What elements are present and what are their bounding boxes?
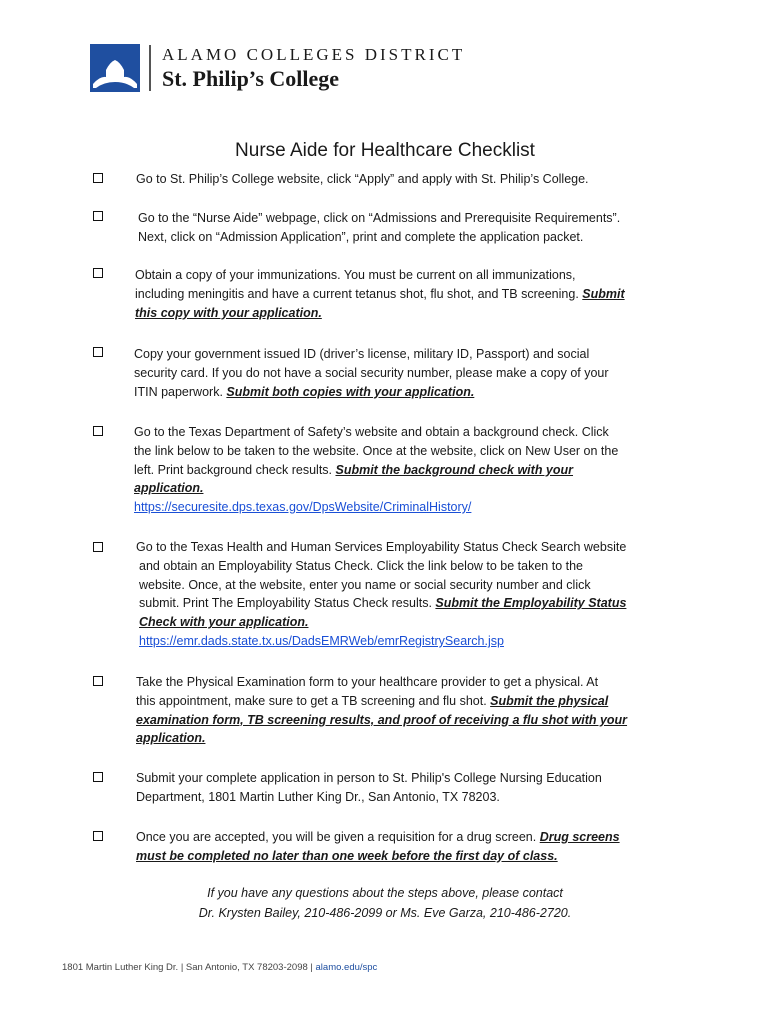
checklist-checkbox[interactable] (93, 173, 103, 183)
checklist-item-emphasis: application. (134, 481, 204, 496)
checklist-item-line (136, 847, 620, 866)
checklist-item-line (136, 769, 602, 788)
checklist-item-text (136, 673, 627, 748)
checklist-item-plain-text: and obtain an Employability Status Check. Click the link below to be taken to the (139, 558, 584, 573)
checklist-item-line (135, 285, 625, 304)
checklist-item-line (134, 479, 618, 498)
checklist-item-line (136, 613, 626, 632)
checklist-item-plain-text: Go to the Texas Health and Human Services Employability Status Check Search website (136, 540, 627, 554)
checklist-item-line (135, 266, 625, 285)
footer-website-link[interactable]: alamo.edu/spc (315, 962, 378, 973)
footer-address-text: 1801 Martin Luther King Dr. | San Antonio, TX 78203-2098 | (62, 962, 316, 973)
checklist-item-plain-text: Once you are accepted, you will be given a requisition for a drug screen. (136, 830, 540, 844)
checklist-item-emphasis: Check with your application. (139, 615, 309, 630)
checklist-item-line (136, 538, 626, 557)
header-divider (149, 45, 151, 91)
checklist-item-line (136, 557, 626, 576)
contact-note-line-1: If you have any questions about the steps above, please contact (207, 886, 563, 900)
checklist-item-line (136, 788, 602, 807)
contact-note (0, 883, 770, 923)
checklist-item-plain-text: ITIN paperwork. (134, 384, 227, 399)
footer-address (62, 962, 377, 973)
checklist-item-line (134, 442, 618, 461)
checklist-checkbox[interactable] (93, 426, 103, 436)
college-name: St. Philip’s College (162, 66, 340, 91)
checklist-item-plain-text: Submit your complete application in person to St. Philip's College Nursing Education (136, 771, 602, 785)
checklist-checkbox[interactable] (93, 268, 103, 278)
checklist-item-text (138, 209, 620, 247)
checklist-item-plain-text: Take the Physical Examination form to your healthcare provider to get a physical. At (136, 675, 599, 689)
checklist-item-plain-text: security card. If you do not have a social security number, please make a copy of your (134, 365, 609, 380)
checklist-item-emphasis: Submit both copies with your application. (226, 384, 475, 399)
checklist-item-plain-text: Next, click on “Admission Application”, print and complete the application packet. (138, 229, 584, 244)
checklist-item-text (136, 828, 620, 866)
checklist-item-line (136, 692, 627, 711)
checklist-checkbox[interactable] (93, 542, 103, 552)
contact-note-line-2: Dr. Krysten Bailey, 210-486-2099 or Ms. Eve Garza, 210-486-2720. (198, 906, 572, 920)
checklist-item-line (135, 304, 625, 323)
org-name: ALAMO COLLEGES DISTRICT (162, 45, 466, 64)
checklist-item-line (136, 711, 627, 730)
checklist-item-emphasis: examination form, TB screening results, and proof of receiving a flu shot with your (136, 712, 628, 727)
checklist-item-plain-text: the link below to be taken to the website. Once at the website, click on New User on the (134, 443, 619, 458)
checklist-item-plain-text: including meningitis and have a current tetanus shot, flu shot, and TB screening. (135, 286, 583, 301)
checklist-item-line (134, 423, 618, 442)
checklist-item-link[interactable]: https://securesite.dps.texas.gov/DpsWebsite/CriminalHistory/ (134, 500, 472, 515)
checklist-item-emphasis: Submit the physical (490, 693, 609, 708)
checklist-item-emphasis: Drug screens (539, 830, 620, 844)
checklist-item-emphasis: application. (136, 731, 206, 746)
checklist-item-line (136, 673, 627, 692)
checklist-item-text (134, 345, 609, 401)
checklist-item-line (134, 345, 609, 364)
checklist-item-line (138, 228, 620, 247)
checklist-item-plain-text: Go to St. Philip’s College website, click “Apply” and apply with St. Philip’s College. (136, 172, 589, 186)
checklist-item-plain-text: website. Once, at the website, enter you name or social security number and click (139, 577, 591, 592)
checklist-item-line (136, 729, 627, 748)
checklist-item-plain-text: left. Print background check results. (134, 462, 336, 477)
page-title: Nurse Aide for Healthcare Checklist (235, 140, 535, 161)
checklist-item-plain-text: Go to the Texas Department of Safety’s website and obtain a background check. Click (134, 425, 609, 439)
checklist-item-line (136, 828, 620, 847)
checklist-item-emphasis: this copy with your application. (135, 305, 322, 320)
checklist-item-line (134, 383, 609, 402)
checklist-checkbox[interactable] (93, 772, 103, 782)
checklist-item-line (134, 364, 609, 383)
checklist-item-emphasis: Submit the Employability Status (435, 596, 627, 611)
checklist-item-text (135, 266, 625, 322)
checklist-checkbox[interactable] (93, 347, 103, 357)
checklist-item-plain-text: this appointment, make sure to get a TB screening and flu shot. (136, 693, 491, 708)
checklist-item-emphasis: Submit (582, 286, 625, 301)
checklist-item-line (136, 576, 626, 595)
checklist-item-text (134, 423, 618, 517)
checklist-item-line (134, 461, 618, 480)
checklist-item-link[interactable]: https://emr.dads.state.tx.us/DadsEMRWeb/emrRegistrySearch.jsp (139, 633, 504, 648)
checklist-item-text (136, 538, 626, 651)
checklist-checkbox[interactable] (93, 676, 103, 686)
checklist-item-plain-text: Department, 1801 Martin Luther King Dr., San Antonio, TX 78203. (136, 789, 500, 804)
checklist-checkbox[interactable] (93, 211, 103, 221)
checklist-item-emphasis: Submit the background check with your (335, 462, 574, 477)
checklist-item-text (136, 769, 602, 807)
checklist-item-line (136, 170, 589, 189)
checklist-item-line (138, 209, 620, 228)
checklist-item-plain-text: Copy your government issued ID (driver’s license, military ID, Passport) and social (134, 347, 590, 361)
checklist-item-line (136, 594, 626, 613)
alamo-mission-logo-icon (90, 44, 140, 92)
checklist-checkbox[interactable] (93, 831, 103, 841)
checklist-item-plain-text: Obtain a copy of your immunizations. You must be current on all immunizations, (135, 268, 576, 282)
checklist-item-emphasis: must be completed no later than one week before the first day of class. (136, 848, 558, 863)
checklist-item-plain-text: submit. Print The Employability Status Check results. (139, 596, 436, 611)
checklist-item-text (136, 170, 589, 189)
checklist-item-plain-text: Go to the “Nurse Aide” webpage, click on “Admissions and Prerequisite Requirements”. (138, 211, 621, 225)
